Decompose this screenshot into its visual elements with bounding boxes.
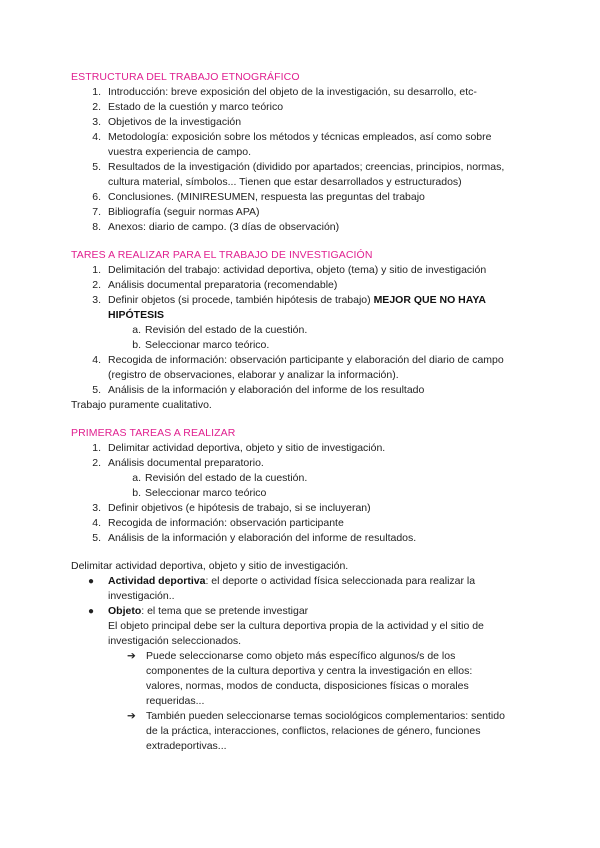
list-item: 1. Delimitación del trabajo: actividad deportiva, objeto (tema) y sitio de investigación xyxy=(92,264,487,276)
arrow-item: ➔ También pueden seleccionarse temas sociológicos complementarios: sentido de la práctica, interacciones, conflictos, relaciones de género, funciones extradeportivas... xyxy=(127,710,505,752)
sub-list-item: a. Revisión del estado de la cuestión. xyxy=(132,324,308,336)
note-text: Trabajo puramente cualitativo. xyxy=(71,399,212,411)
list-item: 6. Conclusiones. (MINIRESUMEN, respuesta las preguntas del trabajo xyxy=(92,191,425,203)
list-item: 1. Delimitar actividad deportiva, objeto y sitio de investigación. xyxy=(92,442,386,454)
list-item: 4. Recogida de información: observación participante xyxy=(92,517,344,529)
primeras-tareas-list xyxy=(71,441,541,546)
arrow-right-icon: ➔ xyxy=(127,650,136,662)
section-heading-tareas: TARES A REALIZAR PARA EL TRABAJO DE INVESTIGACIÓN xyxy=(71,249,373,261)
bullet-icon: ● xyxy=(88,576,95,587)
list-item: 5. Análisis de la información y elaboración del informe de los resultado xyxy=(92,384,425,396)
sub-list-item: b. Seleccionar marco teórico xyxy=(132,487,267,499)
estructura-list xyxy=(71,85,541,235)
list-item: 2. Análisis documental preparatoria (recomendable) xyxy=(92,279,338,291)
section-heading-primeras-tareas: PRIMERAS TAREAS A REALIZAR xyxy=(71,427,236,439)
bullet-item-actividad: ● Actividad deportiva: el deporte o actividad física seleccionada para realizar la investigación.. xyxy=(88,575,476,602)
tareas-list xyxy=(71,263,541,398)
list-item: 7. Bibliografía (seguir normas APA) xyxy=(92,206,260,218)
bullet-icon: ● xyxy=(88,606,95,617)
list-item: 4. Recogida de información: observación participante y elaboración del diario de campo (registro de observaciones, elaborar y analizar la información). xyxy=(92,354,504,381)
bullet-list xyxy=(71,574,541,754)
list-item: 3. Objetivos de la investigación xyxy=(92,116,242,128)
list-item: 3. Definir objetivos (e hipótesis de trabajo, si se incluyeran) xyxy=(92,502,371,514)
bullet-item-objeto: ● Objeto: el tema que se pretende investigar El objeto principal debe ser la cultura deportiva propia de la actividad y el sitio de investigación seleccionados. xyxy=(88,605,484,647)
section-heading-estructura: ESTRUCTURA DEL TRABAJO ETNOGRÁFICO xyxy=(71,71,300,83)
arrow-item: ➔ Puede seleccionarse como objeto más específico algunos/s de los componentes de la cultura deportiva y centra la investigación en ellos: valores, normas, modos de conducta, disposiciones físicas o morales requeridas... xyxy=(127,650,473,707)
sub-list-item: a. Revisión del estado de la cuestión. xyxy=(132,472,308,484)
list-item: 5. Resultados de la investigación (dividido por apartados; creencias, principios, normas, cultura material, símbolos... Tienen que estar desarrollados y estructurados) xyxy=(92,161,505,188)
arrow-right-icon: ➔ xyxy=(127,710,136,722)
list-item: 5. Análisis de la información y elaboración del informe de resultados. xyxy=(92,532,417,544)
list-item: 1. Introducción: breve exposición del objeto de la investigación, su desarrollo, etc- xyxy=(92,86,477,98)
intro-paragraph: Delimitar actividad deportiva, objeto y sitio de investigación. xyxy=(71,560,349,572)
list-item: 3. Definir objetos (si procede, también hipótesis de trabajo) MEJOR QUE NO HAYA HIPÓTESIS xyxy=(92,294,486,321)
list-item: 8. Anexos: diario de campo. (3 días de observación) xyxy=(92,221,340,233)
list-item: 2. Estado de la cuestión y marco teórico xyxy=(92,101,284,113)
emphasis-text: MEJOR QUE NO HAYA xyxy=(373,294,486,306)
document-page xyxy=(71,70,541,754)
sub-list-item: b. Seleccionar marco teórico. xyxy=(132,339,270,351)
list-item: 4. Metodología: exposición sobre los métodos y técnicas empleados, así como sobre vuestra experiencia de campo. xyxy=(92,131,492,158)
emphasis-text: HIPÓTESIS xyxy=(108,309,165,321)
list-item: 2. Análisis documental preparatorio. xyxy=(92,457,264,469)
